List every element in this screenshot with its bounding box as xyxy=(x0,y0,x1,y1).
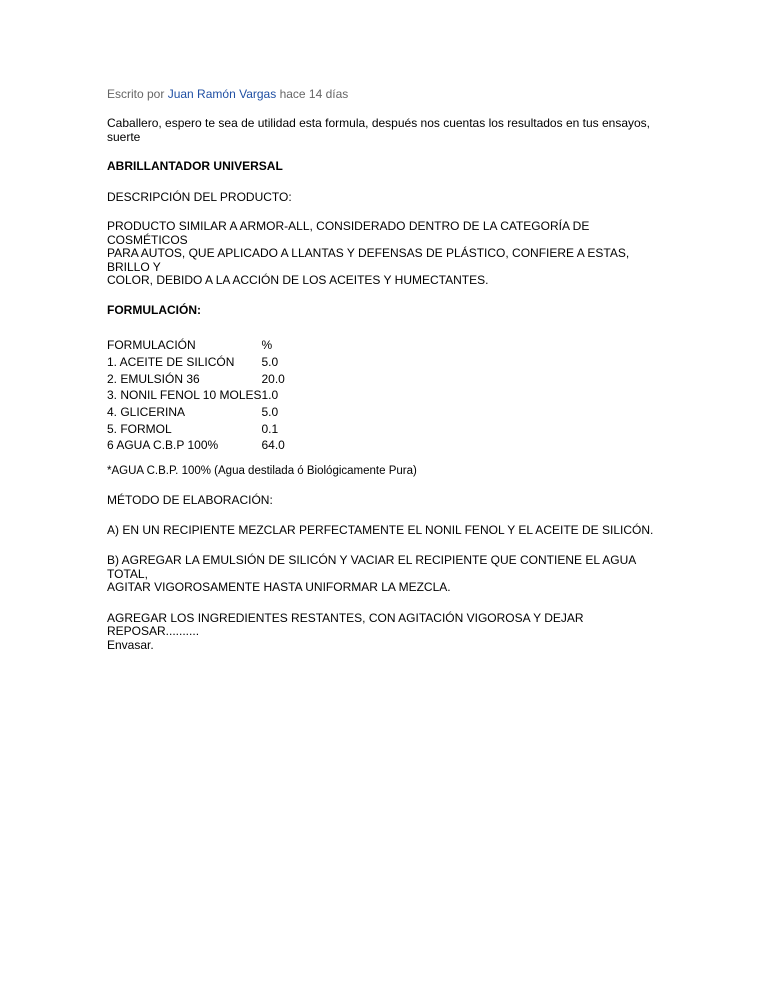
description-line: PARA AUTOS, QUE APLICADO A LLANTAS Y DEFENSAS DE PLÁSTICO, CONFIERE A ESTAS, BRILLO Y xyxy=(107,246,630,274)
table-header-row xyxy=(107,337,285,354)
column-header-ingredient: FORMULACIÓN xyxy=(107,338,196,353)
ingredient-percent: 5.0 xyxy=(261,405,279,420)
table-row xyxy=(107,404,285,421)
ingredient-name: 2. EMULSIÓN 36 xyxy=(107,371,200,386)
method-step-b-line: B) AGREGAR LA EMULSIÓN DE SILICÓN Y VACIAR EL RECIPIENTE QUE CONTIENE EL AGUA TOTAL, xyxy=(107,553,636,581)
table-row xyxy=(107,387,285,404)
post-byline xyxy=(107,87,667,102)
table-row xyxy=(107,354,285,371)
ingredient-name: 1. ACEITE DE SILICÓN xyxy=(107,355,235,370)
method-step-c-line: AGREGAR LOS INGREDIENTES RESTANTES, CON AGITACIÓN VIGOROSA Y DEJAR REPOSAR.......... xyxy=(107,610,584,639)
post-content xyxy=(107,87,667,652)
table-row xyxy=(107,437,285,454)
intro-text: Caballero, espero te sea de utilidad esta formula, después nos cuentas los resultados en tus ensayos, suerte xyxy=(107,116,650,144)
method-step-b-line: AGITAR VIGOROSAMENTE HASTA UNIFORMAR LA MEZCLA. xyxy=(107,580,451,595)
method-step-c-line: Envasar. xyxy=(107,637,154,652)
method-step-a: A) EN UN RECIPIENTE MEZCLAR PERFECTAMENTE EL NONIL FENOL Y EL ACEITE DE SILICÓN. xyxy=(107,522,654,537)
ingredient-name: 6 AGUA C.B.P 100% xyxy=(107,438,219,453)
byline-timestamp: hace 14 días xyxy=(279,87,349,101)
product-title: ABRILLANTADOR UNIVERSAL xyxy=(107,159,283,173)
ingredient-name: 3. NONIL FENOL 10 MOLES xyxy=(107,388,262,403)
ingredient-percent: 64.0 xyxy=(261,438,285,453)
description-heading: DESCRIPCIÓN DEL PRODUCTO: xyxy=(107,189,292,204)
description-line: COLOR, DEBIDO A LA ACCIÓN DE LOS ACEITES Y HUMECTANTES. xyxy=(107,273,489,287)
formulation-heading: FORMULACIÓN: xyxy=(107,302,201,317)
table-row xyxy=(107,370,285,387)
description-body xyxy=(107,220,667,288)
method-step-c xyxy=(107,612,667,653)
ingredient-name: 5. FORMOL xyxy=(107,421,172,436)
ingredient-percent: 1.0 xyxy=(261,388,279,403)
ingredient-percent: 5.0 xyxy=(261,355,279,370)
ingredient-percent: 20.0 xyxy=(261,371,285,386)
formula-table xyxy=(107,337,285,454)
table-row xyxy=(107,420,285,437)
ingredient-name: 4. GLICERINA xyxy=(107,405,186,420)
method-heading: MÉTODO DE ELABORACIÓN: xyxy=(107,493,273,508)
author-link[interactable]: Juan Ramón Vargas xyxy=(167,87,277,101)
byline-prefix: Escrito por xyxy=(107,87,165,101)
water-note: *AGUA C.B.P. 100% (Agua destilada ó Biológicamente Pura) xyxy=(107,464,417,477)
method-step-b xyxy=(107,554,667,595)
description-line: PRODUCTO SIMILAR A ARMOR-ALL, CONSIDERADO DENTRO DE LA CATEGORÍA DE COSMÉTICOS xyxy=(107,219,590,247)
ingredient-percent: 0.1 xyxy=(261,421,279,436)
column-header-percent: % xyxy=(261,338,273,353)
